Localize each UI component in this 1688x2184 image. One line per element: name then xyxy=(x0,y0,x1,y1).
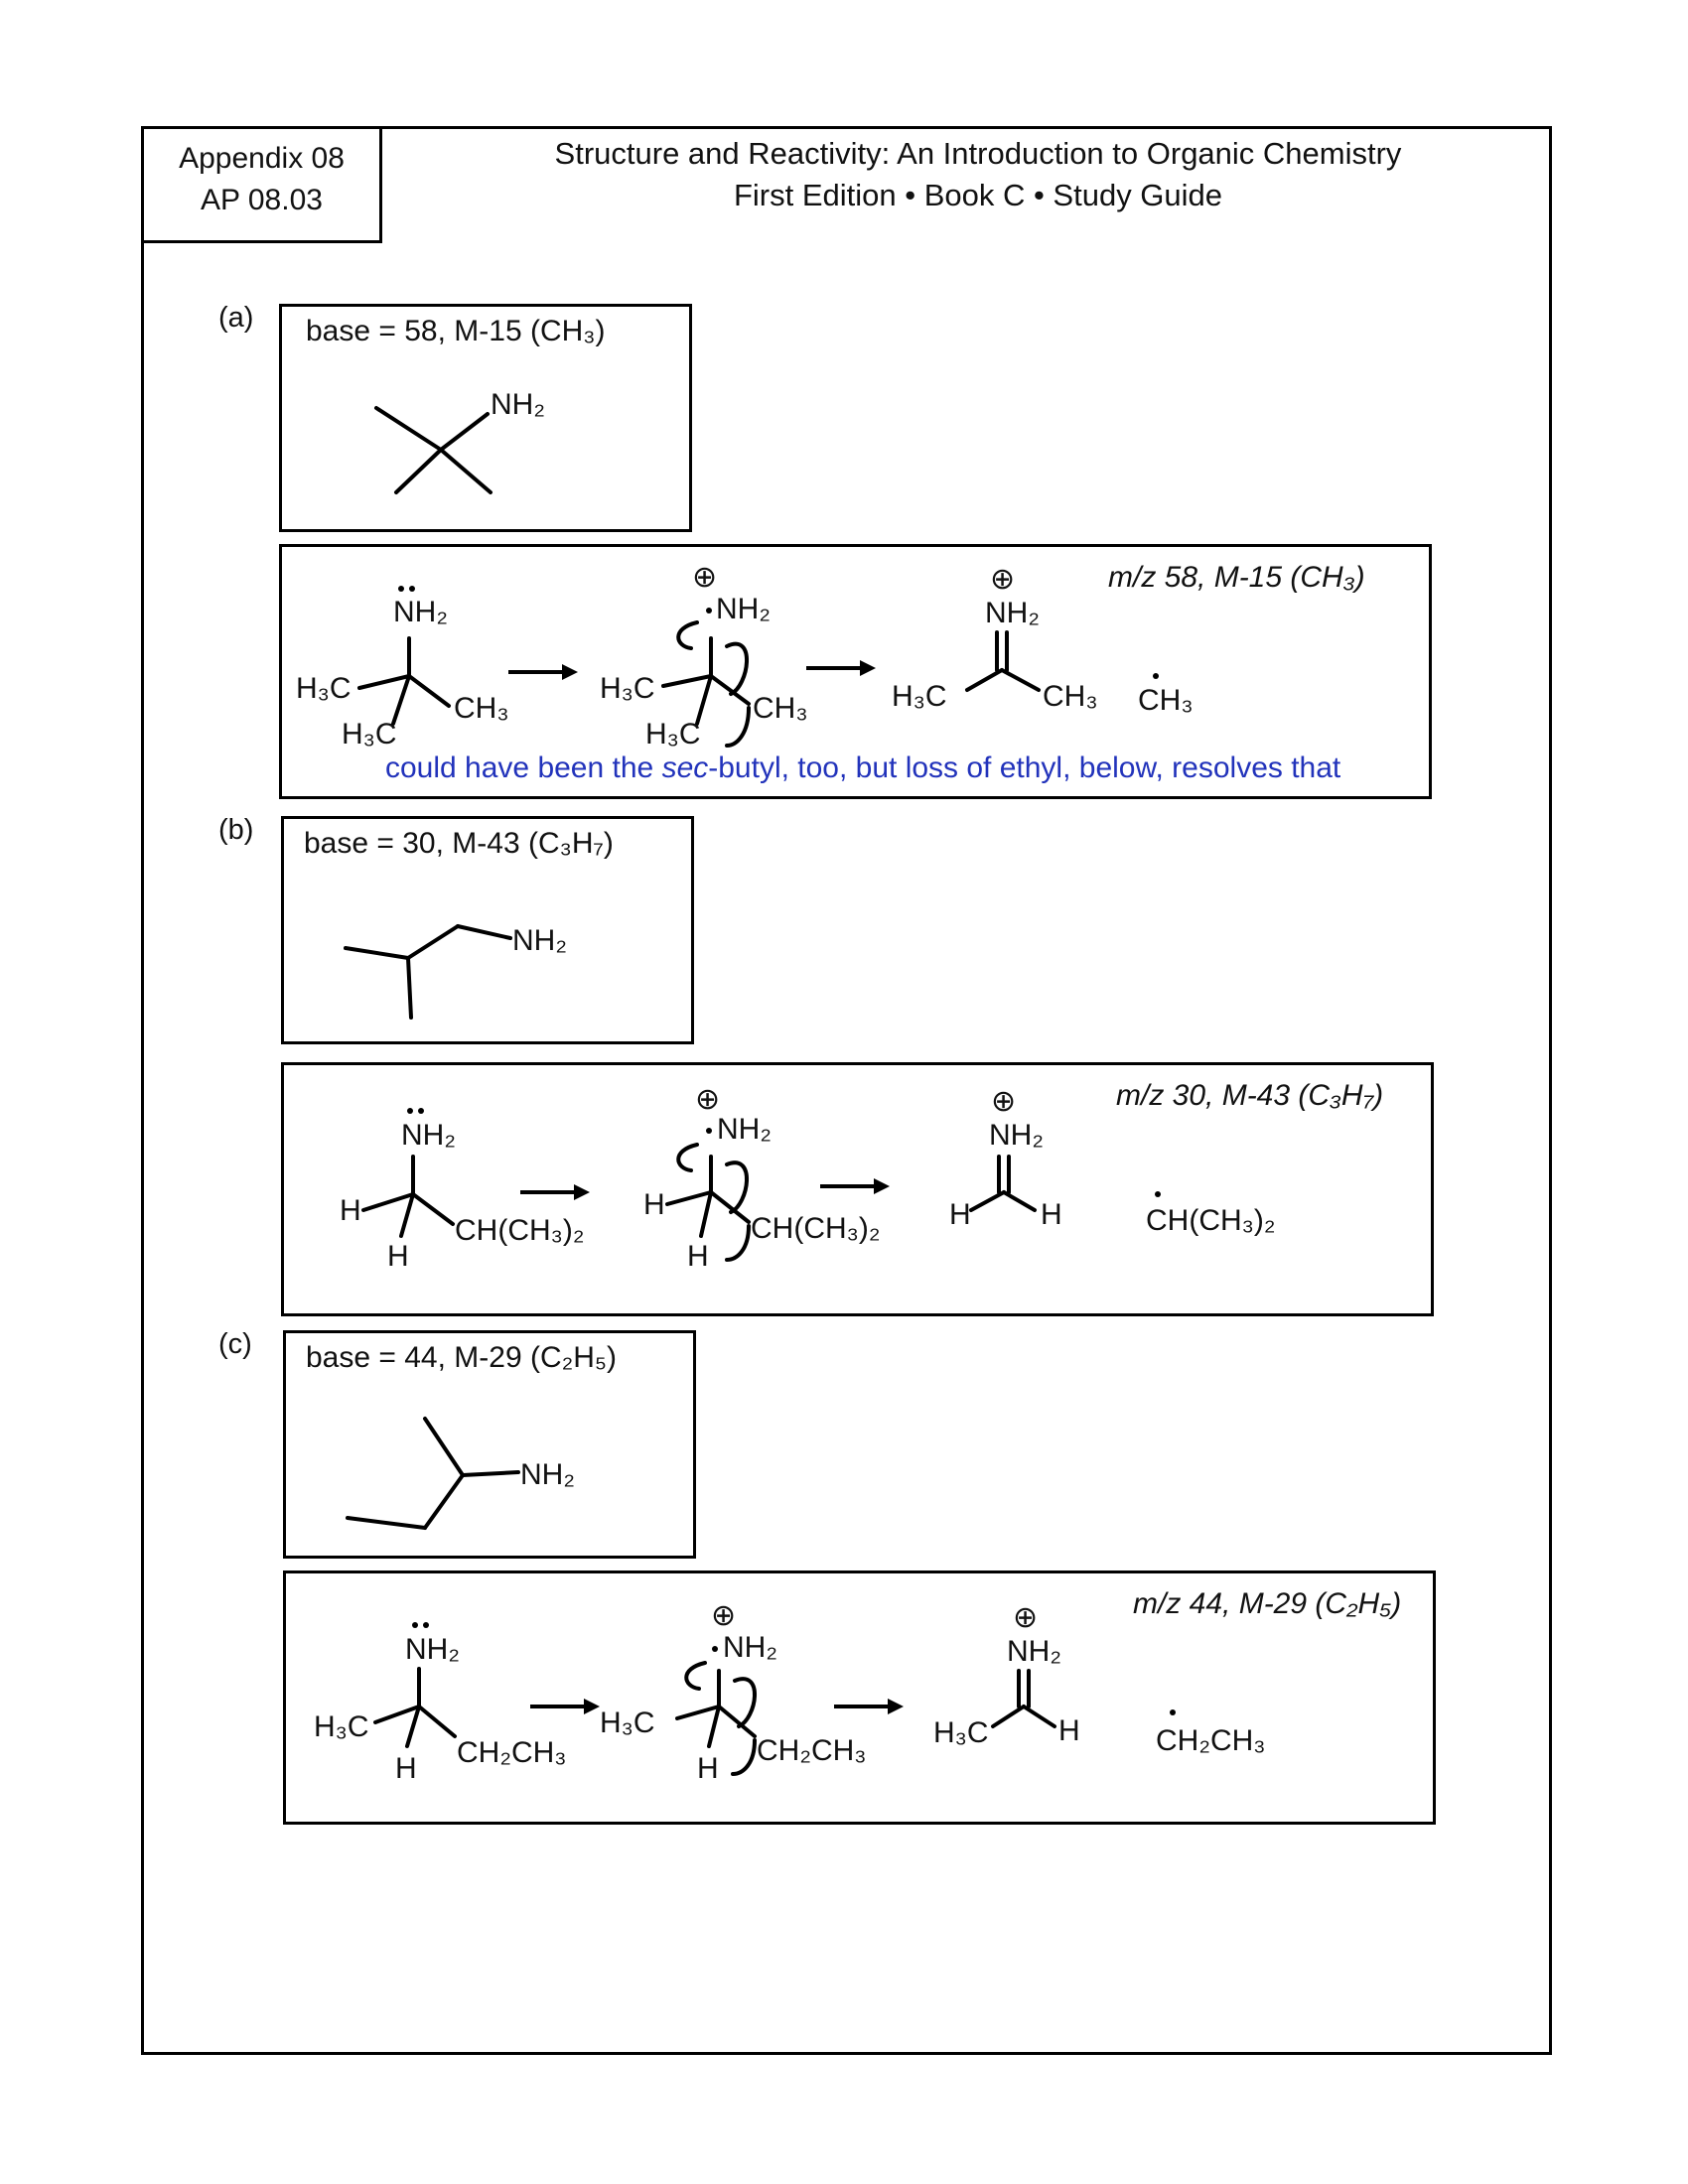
plus-charge: ⊕ xyxy=(1013,1601,1039,1634)
bond xyxy=(971,1192,1004,1210)
bond xyxy=(967,670,1002,690)
radical-label: CH(CH₃)₂ xyxy=(1146,1204,1276,1237)
nh2-label: NH₂ xyxy=(1007,1635,1061,1668)
mechanism-box-a xyxy=(279,544,1432,799)
edition-line: First Edition • Book C • Study Guide xyxy=(733,178,1223,212)
structure-b xyxy=(284,819,697,1047)
note-a xyxy=(385,751,1340,785)
radical-dot xyxy=(706,1128,712,1134)
bond xyxy=(425,1419,463,1475)
arrowhead xyxy=(562,664,578,680)
bond xyxy=(348,1518,425,1528)
structure-box-c xyxy=(283,1330,696,1559)
h-label: H xyxy=(1058,1714,1080,1747)
curved-arrow xyxy=(678,622,697,648)
bond xyxy=(667,1192,711,1204)
mz-text-b: m/z 30, M-43 (C₃H₇) xyxy=(1116,1079,1384,1112)
lone-pair-dot xyxy=(409,586,415,592)
bond xyxy=(441,414,488,450)
mz-text-a: m/z 58, M-15 (CH₃) xyxy=(1108,561,1365,594)
plus-charge: ⊕ xyxy=(695,1083,721,1116)
arrowhead xyxy=(874,1178,890,1194)
nh2-label: NH₂ xyxy=(717,1113,772,1146)
structure-box-a xyxy=(279,304,692,532)
radical-dot xyxy=(1170,1709,1176,1715)
nh2-label: NH₂ xyxy=(989,1119,1044,1152)
ch2ch3-label: CH₂CH₃ xyxy=(757,1734,867,1767)
bond xyxy=(363,1194,413,1210)
mechanism-box-c xyxy=(283,1570,1436,1825)
structure-box-b xyxy=(281,816,694,1044)
bond xyxy=(993,1706,1024,1726)
h3c-label: H₃C xyxy=(645,718,701,751)
curved-arrow xyxy=(733,1740,755,1774)
part-label-c: (c) xyxy=(218,1328,252,1360)
nh2-label: NH₂ xyxy=(985,597,1040,629)
curved-arrow xyxy=(735,1679,755,1726)
h3c-label: H₃C xyxy=(342,718,397,751)
lone-pair-dot xyxy=(412,1622,418,1628)
radical-label: CH₂CH₃ xyxy=(1156,1724,1266,1757)
nh2-label: NH₂ xyxy=(520,1458,575,1491)
plus-charge: ⊕ xyxy=(711,1599,737,1632)
h-label: H xyxy=(697,1752,719,1785)
mechanism-b xyxy=(284,1065,1437,1319)
radical-label: CH₃ xyxy=(1138,684,1194,717)
nh2-label: NH₂ xyxy=(405,1633,460,1666)
bond xyxy=(697,676,711,724)
ch3-label: CH₃ xyxy=(753,692,808,725)
note-italic: sec xyxy=(661,751,709,784)
bond xyxy=(413,1194,453,1224)
bond xyxy=(663,676,711,686)
ch-ch3-2-label: CH(CH₃)₂ xyxy=(455,1214,585,1247)
header-titles xyxy=(417,133,1539,216)
structure-c xyxy=(286,1333,699,1562)
h-label: H xyxy=(340,1194,361,1227)
curved-arrow xyxy=(727,1226,749,1260)
lone-pair-dot xyxy=(407,1108,413,1114)
base-text-b: base = 30, M-43 (C₃H₇) xyxy=(304,827,614,860)
nh2-label: NH₂ xyxy=(491,388,545,421)
arrowhead xyxy=(888,1699,904,1714)
mechanism-c xyxy=(286,1573,1439,1828)
plus-charge: ⊕ xyxy=(990,563,1016,596)
ch2ch3-label: CH₂CH₃ xyxy=(457,1736,567,1769)
ch3-label: CH₃ xyxy=(454,692,509,725)
appendix-code: AP 08.03 xyxy=(201,184,323,216)
radical-dot xyxy=(1153,673,1159,679)
lone-pair-dot xyxy=(423,1622,429,1628)
bond xyxy=(709,1706,719,1746)
part-label-a: (a) xyxy=(218,302,254,334)
arrowhead xyxy=(860,660,876,676)
ch3-label: CH₃ xyxy=(1043,680,1098,713)
bond xyxy=(407,1706,419,1746)
arrowhead xyxy=(574,1184,590,1200)
bond xyxy=(1004,1192,1035,1210)
h-label: H xyxy=(387,1240,409,1273)
plus-charge: ⊕ xyxy=(692,561,718,594)
bond xyxy=(458,926,510,938)
nh2-label: NH₂ xyxy=(512,924,567,957)
bond xyxy=(409,676,449,706)
h-label: H xyxy=(687,1240,709,1273)
h3c-label: H₃C xyxy=(600,672,655,705)
curved-arrow xyxy=(727,644,747,694)
bond xyxy=(677,1706,719,1718)
h-label: H xyxy=(1041,1198,1062,1231)
appendix-label: Appendix 08 xyxy=(179,142,345,175)
bond xyxy=(425,1475,463,1528)
nh2-label: NH₂ xyxy=(723,1631,777,1664)
h-label: H xyxy=(395,1752,417,1785)
curved-arrow xyxy=(678,1145,697,1170)
part-label-b: (b) xyxy=(218,814,254,846)
h3c-label: H₃C xyxy=(296,672,352,705)
radical-dot xyxy=(1155,1191,1161,1197)
bond xyxy=(701,1192,711,1236)
structure-a xyxy=(282,307,695,535)
lone-pair-dot xyxy=(418,1108,424,1114)
curved-arrow xyxy=(686,1663,705,1689)
curved-arrow xyxy=(727,708,749,746)
mechanism-box-b xyxy=(281,1062,1434,1316)
bond xyxy=(463,1472,518,1475)
note-text: -butyl, too, but loss of ethyl, below, resolves that xyxy=(708,751,1341,784)
book-title: Structure and Reactivity: An Introduction to Organic Chemistry xyxy=(554,136,1402,171)
h3c-label: H₃C xyxy=(600,1706,655,1739)
bond xyxy=(408,926,458,958)
nh2-label: NH₂ xyxy=(716,593,771,625)
mz-text-c: m/z 44, M-29 (C₂H₅) xyxy=(1133,1587,1402,1620)
bond xyxy=(1002,670,1039,690)
ch-ch3-2-label: CH(CH₃)₂ xyxy=(751,1212,881,1245)
arrowhead xyxy=(584,1699,600,1714)
bond xyxy=(376,408,441,450)
appendix-box xyxy=(141,126,382,243)
plus-charge: ⊕ xyxy=(991,1085,1017,1118)
bond xyxy=(419,1706,455,1736)
h3c-label: H₃C xyxy=(314,1710,369,1743)
bond xyxy=(393,676,409,724)
h-label: H xyxy=(643,1188,665,1221)
bond xyxy=(401,1194,413,1236)
h3c-label: H₃C xyxy=(933,1716,989,1749)
nh2-label: NH₂ xyxy=(401,1119,456,1152)
bond xyxy=(1024,1706,1055,1726)
bond xyxy=(359,676,409,688)
lone-pair-dot xyxy=(398,586,404,592)
bond xyxy=(396,450,441,492)
note-text: could have been the xyxy=(385,751,662,784)
base-text-c: base = 44, M-29 (C₂H₅) xyxy=(306,1341,618,1374)
bond xyxy=(346,948,408,958)
h3c-label: H₃C xyxy=(892,680,947,713)
radical-dot xyxy=(712,1646,718,1652)
radical-dot xyxy=(706,608,712,614)
nh2-label: NH₂ xyxy=(393,596,448,628)
h-label: H xyxy=(949,1198,971,1231)
bond xyxy=(408,958,411,1018)
bond xyxy=(375,1706,419,1722)
base-text-a: base = 58, M-15 (CH₃) xyxy=(306,315,606,347)
bond xyxy=(441,450,491,492)
